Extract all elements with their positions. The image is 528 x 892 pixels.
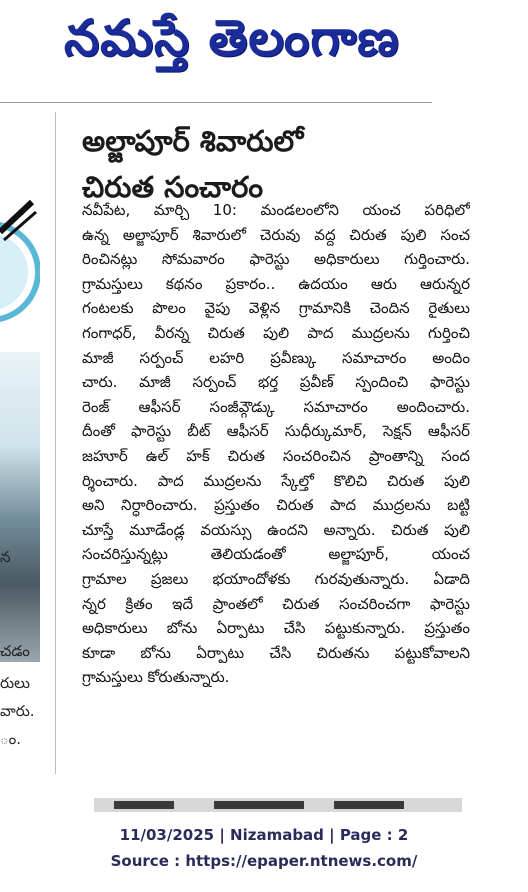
body-line: గ్రామాల ప్రజలు భయాందోళకు గురవుతున్నారు. ఏడాది	[82, 569, 470, 588]
left-fragment: వారు.	[0, 702, 35, 720]
body-line: మాజీ సర్పంచ్ లహరి ప్రవీణ్కు సమాచారం అందిం	[82, 348, 470, 367]
article-headline	[82, 118, 303, 210]
strip-fragment	[214, 801, 304, 809]
headline-line: చిరుత సంచారం	[82, 170, 264, 204]
body-line: రించినట్లు సోమవారం ఫారెస్టు అధికారులు గుర్తించారు.	[82, 250, 470, 269]
strip-fragment	[114, 801, 174, 809]
left-fragment: న	[0, 548, 11, 566]
left-fragment: రులు	[0, 674, 30, 692]
newspaper-title: నమస్తే తెలంగాణ	[64, 9, 400, 67]
body-line: గంటలకు పొలం వైపు వెళ్లిన గ్రామానికి చెందిన రైతులు	[82, 299, 470, 318]
strip-fragment	[334, 801, 404, 809]
left-fragment: చడం	[0, 642, 30, 660]
left-fragment: ం.	[0, 730, 22, 748]
left-photo	[0, 352, 40, 662]
next-article-strip	[94, 798, 462, 812]
masthead	[0, 0, 528, 80]
column-divider	[55, 112, 56, 774]
body-line: జహూర్ ఉల్ హక్ చిరుత సంచరించిన ప్రాంతాన్ని సంద	[82, 446, 470, 465]
body-line: ఉన్న అల్జాపూర్ శివారులో చెరువు వద్ద చిరుత పులి సంచ	[82, 225, 470, 244]
decorative-graphic	[0, 192, 40, 352]
body-line: కూడా బోను ఏర్పాటు చేసి చిరుతను పట్టుకోవాలని	[82, 643, 470, 662]
body-line: దీంతో ఫారెస్టు బీట్ ఆఫీసర్ సుధీర్కుమార్, సెక్షన్ ఆఫీసర్	[82, 422, 470, 441]
body-line: నవీపేట, మార్చి 10: మండలంలోని యంచ పరిధిలో	[82, 201, 470, 219]
body-line: చారు. మాజీ సర్పంచ్ భర్త ప్రవీణ్ స్పందించి ఫారెస్టు	[82, 373, 470, 392]
body-line: ర్శించారు. పాద ముద్రలను స్కేల్తో కొలిచి చిరుత పులి	[82, 471, 470, 490]
body-line: న్నర క్రితం ఇదే ప్రాంతలో చిరుత సంచరించగా ఫారెస్టు	[82, 594, 470, 613]
body-line: గ్రామస్తులు కథనం ప్రకారం.. ఉదయం ఆరు ఆరున్నర	[82, 274, 470, 293]
body-line: చూస్తే మూడేండ్ల వయస్సు ఉందని అన్నారు. చిరుత పులి	[82, 520, 470, 539]
article-body	[82, 198, 470, 690]
body-line: గ్రామస్తులు కోరుతున్నారు.	[82, 668, 230, 687]
left-clipped-column	[0, 112, 54, 792]
body-line: సంచరిస్తున్నట్లు తెలియడంతో అల్జాపూర్, యంచ	[82, 545, 470, 564]
body-line: రెంజ్ ఆఫీసర్ సంజీవ్గౌడ్కు సమాచారం అందించారు.	[82, 397, 470, 416]
body-line: అధికారులు బోను ఏర్పాటు చేసి పట్టుకున్నారు. ప్రస్తుతం	[82, 619, 470, 638]
top-rule	[0, 102, 432, 103]
body-line: గంగాధర్, వీరన్న చిరుత పులి పాద ముద్రలను గుర్తించి	[82, 323, 470, 342]
footer-source-line: Source : https://epaper.ntnews.com/	[110, 852, 418, 870]
headline-line: అల్జాపూర్ శివారులో	[82, 124, 304, 158]
footer-date-line: 11/03/2025 | Nizamabad | Page : 2	[119, 826, 409, 844]
body-line: అని నిర్ధారించారు. ప్రస్తుతం చిరుత పాద ముద్రలను బట్టి	[82, 496, 470, 515]
